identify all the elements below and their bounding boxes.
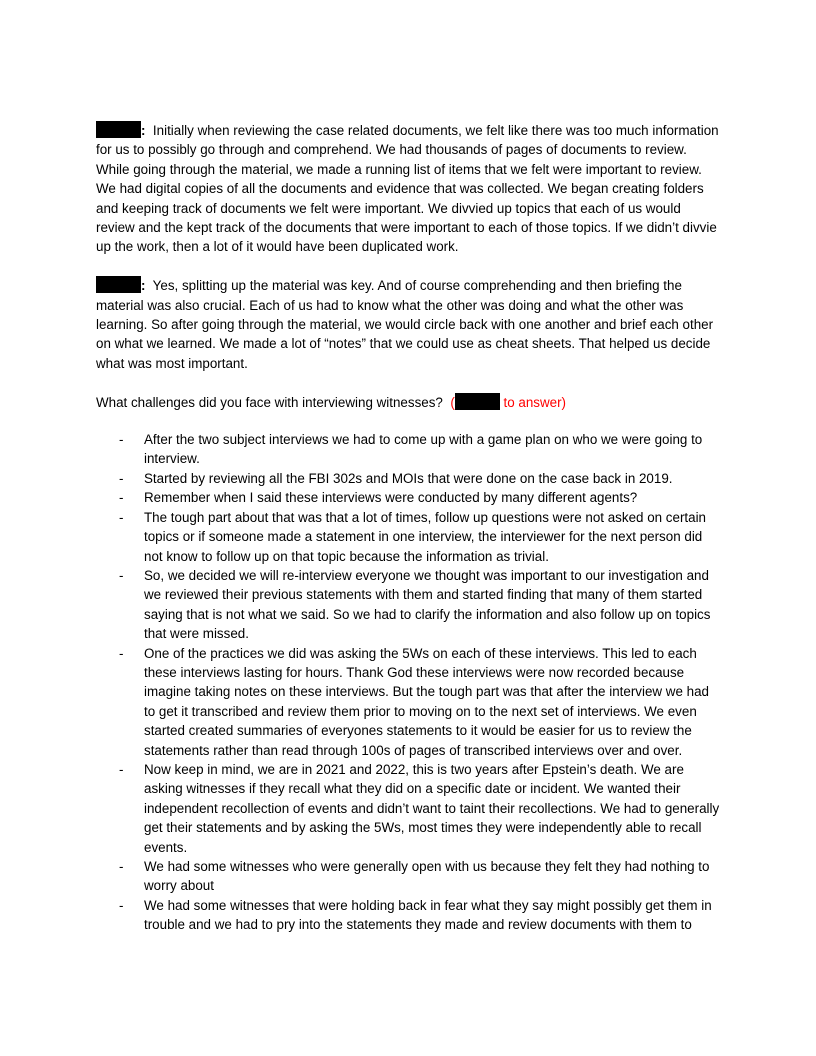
bullet-list <box>96 430 720 935</box>
bullet-dash: - <box>119 761 124 777</box>
list-item-text: Now keep in mind, we are in 2021 and 2022, this is two years after Epstein’s death. We are asking witnesses if they recall what they did on a specific date or incident. We wanted their independent recollection of events and didn’t want to taint their recollections. We had to generally get their statements and by asking the 5Ws, most times they were independently able to recall events. <box>144 761 720 855</box>
bullet-dash: - <box>119 432 124 448</box>
list-item <box>96 508 720 566</box>
list-item <box>96 566 720 644</box>
paragraph-2 <box>96 276 720 373</box>
list-item-text: The tough part about that was that a lot of times, follow up questions were not asked on certain topics or if someone made a statement in one interview, the interviewer for the next person did not know to follow up on that topic because the information as trivial. <box>144 509 706 564</box>
list-item-text: Remember when I said these interviews were conducted by many different agents? <box>144 490 638 506</box>
bullet-dash: - <box>119 509 124 525</box>
list-item-text: We had some witnesses that were holding back in fear what they say might possibly get them in trouble and we had to pry into the statements they made and review documents with them to <box>144 897 712 933</box>
redaction-box <box>96 121 141 138</box>
redaction-box <box>455 393 500 410</box>
list-item <box>96 896 720 935</box>
list-item-text: So, we decided we will re-interview everyone we thought was important to our investigation and we reviewed their previous statements with them and started finding that many of them started saying that is not what we said. So we had to clarify the information and also follow up on topics that were missed. <box>144 567 711 642</box>
bullet-dash: - <box>119 859 124 874</box>
list-item-text: One of the practices we did was asking the 5Ws on each of these interviews. This led to each these interviews lasting for hours. Thank God these interviews were now recorded because imagine taking notes on these interviews. But the tough part was that after the interview we had to get it transcribed and review them prior to moving on to the next set of interviews. We even started created summaries of everyones statements to it would be easier for us to review the statements rather than read through 100s of pages of transcribed interviews over and over. <box>144 645 709 758</box>
question-line <box>96 393 720 412</box>
bullet-dash: - <box>119 567 124 583</box>
bullet-dash: - <box>119 645 124 661</box>
bullet-dash: - <box>119 897 124 913</box>
list-item <box>96 857 720 896</box>
bullet-dash: - <box>119 490 124 506</box>
redaction-box <box>96 276 141 293</box>
list-item <box>96 469 720 488</box>
answer-note: ( to answer) <box>450 394 567 410</box>
paragraph-text: Initially when reviewing the case related documents, we felt like there was too much information for us to possibly go through and comprehend. We had thousands of pages of documents to review. While going through the material, we made a running list of items that we felt were important to review. We had digital copies of all the documents and evidence that was collected. We began creating folders and keeping track of documents we felt were important. We divvied up topics that each of us would review and the kept track of the documents that were important to each of those topics. If we didn’t divvie up the work, then a lot of it would have been duplicated work. <box>96 123 719 255</box>
list-item-text: Started by reviewing all the FBI 302s and MOIs that were done on the case back in 2019. <box>144 470 673 486</box>
list-item <box>96 488 720 507</box>
speaker-colon: : <box>141 123 146 138</box>
question-text: What challenges did you face with interviewing witnesses? <box>96 394 443 410</box>
list-item-text: After the two subject interviews we had to come up with a game plan on who we were going to interview. <box>144 432 703 467</box>
paragraph-1 <box>96 121 720 257</box>
list-item <box>96 430 720 469</box>
list-item <box>96 760 720 857</box>
list-item <box>96 644 720 760</box>
bullet-dash: - <box>119 470 124 486</box>
speaker-colon: : <box>141 278 146 294</box>
list-item-text: We had some witnesses who were generally open with us because they felt they had nothing to worry about <box>144 859 710 894</box>
document-page <box>96 121 720 935</box>
paragraph-text: Yes, splitting up the material was key. And of course comprehending and then briefing the material was also crucial. Each of us had to know what the other was doing and what the other was learning. So after going through the material, we would circle back with one another and brief each other on what we learned. We made a lot of “notes” that we could use as cheat sheets. That helped us decide what was most important. <box>96 278 714 371</box>
